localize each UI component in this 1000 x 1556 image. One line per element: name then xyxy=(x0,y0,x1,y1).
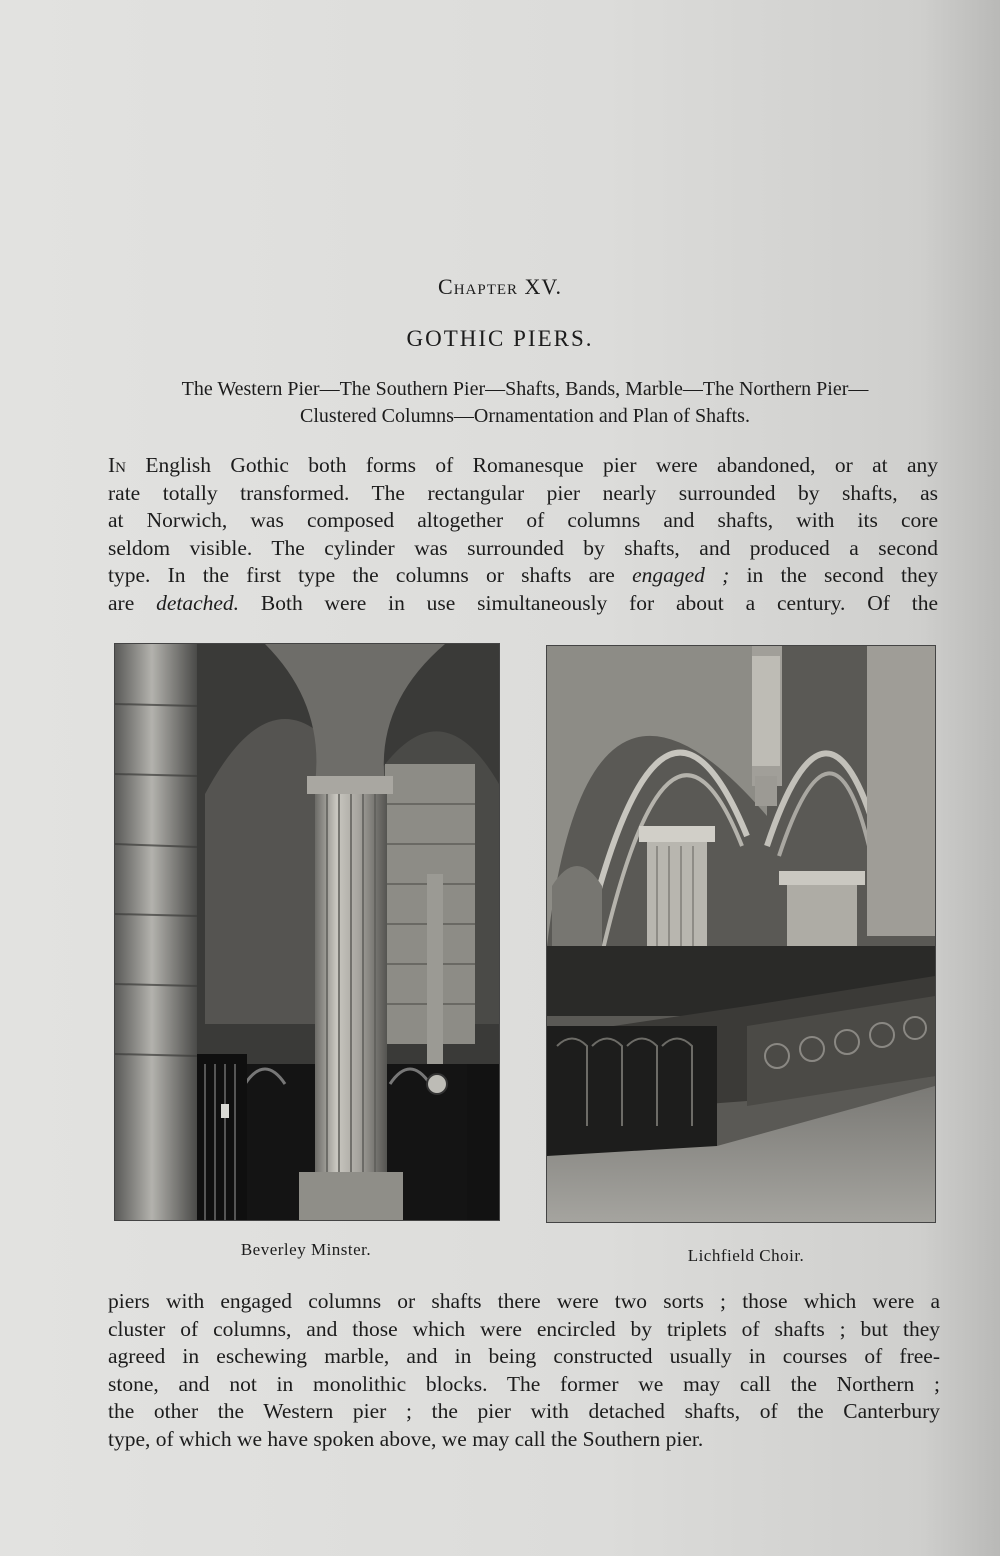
paragraph-continued xyxy=(108,1288,940,1453)
figure-caption-right: Lichfield Choir. xyxy=(687,1246,805,1265)
lead-word: In xyxy=(108,453,126,477)
chapter-synopsis xyxy=(110,376,940,430)
paragraph-line xyxy=(108,452,938,480)
paragraph-line: stone, and not in monolithic blocks. The former we may call the Northern ; xyxy=(108,1371,940,1396)
beverley-minster-photo xyxy=(114,643,500,1221)
chapter-title: GOTHIC PIERS. xyxy=(406,326,594,351)
nave-pier-illustration xyxy=(115,644,499,1220)
paragraph-line: rate totally transformed. The rectangular pier nearly surrounded by shafts, as xyxy=(108,480,938,505)
line-text: in the second they xyxy=(729,563,939,587)
italic-term: detached. xyxy=(156,590,240,615)
line-text: Both were in use simultaneously for about a century. Of the xyxy=(239,590,939,615)
line-text: English Gothic both forms of Romanesque pier were abandoned, or at any xyxy=(126,453,938,477)
line-text: type. In the first type the columns or shafts are xyxy=(108,563,633,587)
paragraph-line xyxy=(108,562,938,590)
paragraph-line: type, of which we have spoken above, we may call the Southern pier. xyxy=(108,1426,704,1451)
paragraph-line: seldom visible. The cylinder was surrounded by shafts, and produced a second xyxy=(108,535,938,560)
choir-stalls-illustration xyxy=(547,646,935,1222)
chapter-heading: Chapter XV. xyxy=(438,274,562,299)
italic-term: engaged ; xyxy=(632,563,730,587)
synopsis-line: The Western Pier—The Southern Pier—Shafts, Bands, Marble—The Northern Pier— xyxy=(181,378,869,400)
paragraph-line: agreed in eschewing marble, and in being constructed usually in courses of free- xyxy=(108,1344,940,1368)
paragraph-line xyxy=(108,590,938,618)
figure-caption-left: Beverley Minster. xyxy=(240,1240,372,1259)
paragraph-line: cluster of columns, and those which were encircled by triplets of shafts ; but they xyxy=(108,1316,940,1341)
paragraph-line: piers with engaged columns or shafts there were two sorts ; those which were a xyxy=(108,1289,940,1313)
synopsis-line: Clustered Columns—Ornamentation and Plan of Shafts. xyxy=(300,405,750,427)
line-text: are xyxy=(108,590,157,615)
paragraph-opening xyxy=(108,452,938,617)
lichfield-choir-photo xyxy=(546,645,936,1223)
paragraph-line: the other the Western pier ; the pier with detached shafts, of the Canterbury xyxy=(108,1399,940,1423)
paragraph-line: at Norwich, was composed altogether of columns and shafts, with its core xyxy=(108,508,938,532)
